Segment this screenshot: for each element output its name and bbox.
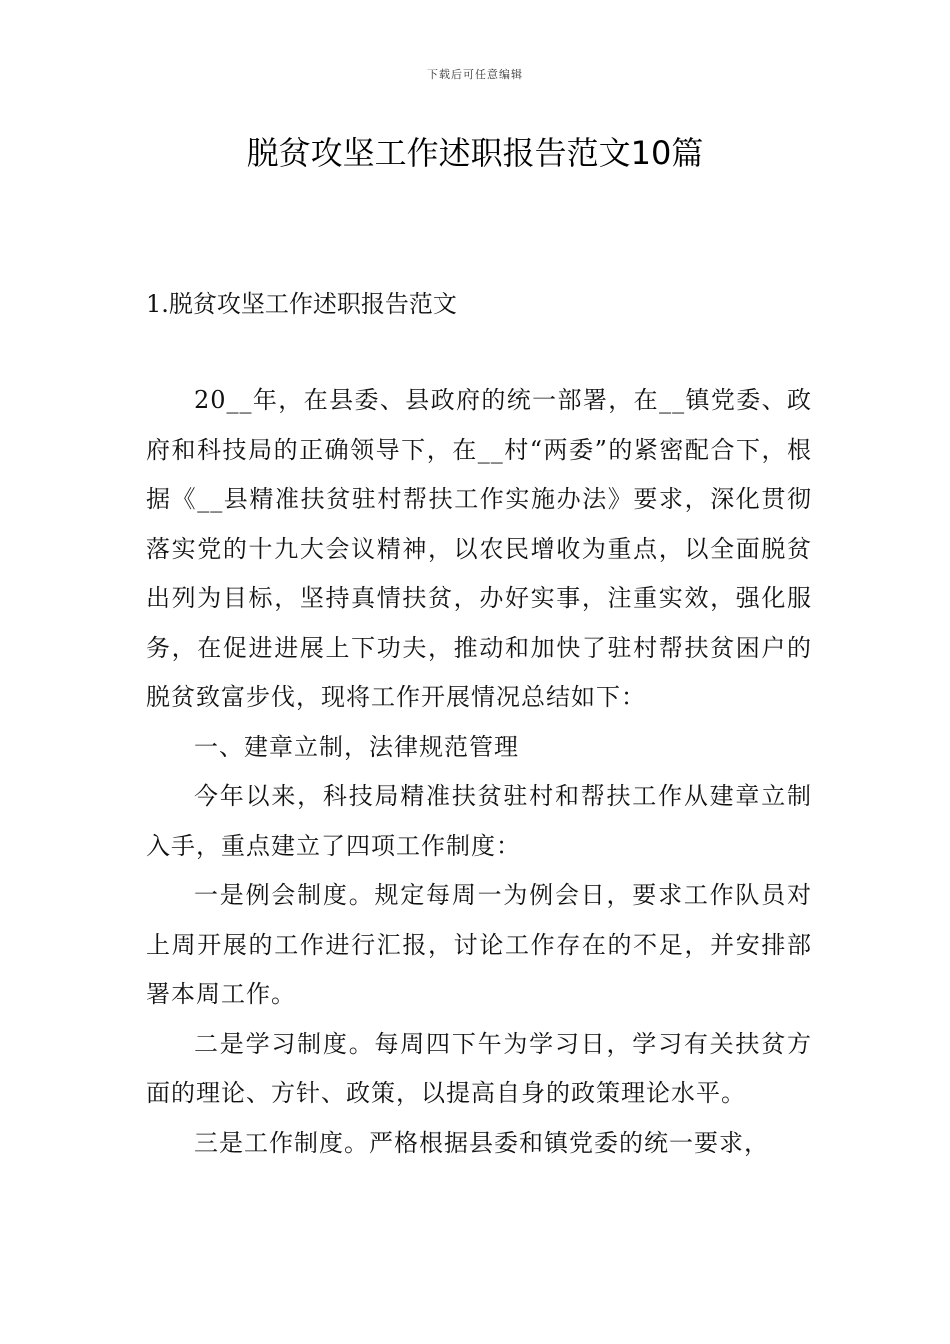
paragraph-meeting-system: 一是例会制度。规定每周一为例会日，要求工作队员对上周开展的工作进行汇报，讨论工作存在的不足，并安排部署本周工作。 — [146, 881, 812, 1008]
section-heading: 1.脱贫攻坚工作述职报告范文 — [146, 290, 457, 318]
document-body — [146, 376, 812, 1168]
header-note: 下载后可任意编辑 — [427, 68, 523, 81]
paragraph-subheading: 一、建章立制，法律规范管理 — [194, 732, 519, 761]
paragraph-system-intro: 今年以来，科技局精准扶贫驻村和帮扶工作从建章立制入手，重点建立了四项工作制度： — [146, 782, 812, 860]
paragraph-work-system: 三是工作制度。严格根据县委和镇党委的统一要求， — [194, 1128, 769, 1157]
document-title: 脱贫攻坚工作述职报告范文10篇 — [246, 134, 704, 172]
paragraph-intro: 20__年，在县委、县政府的统一部署，在__镇党委、政府和科技局的正确领导下，在__村“两委”的紧密配合下，根据《__县精准扶贫驻村帮扶工作实施办法》要求，深化贯彻落实党的十九大会议精神，以农民增收为重点，以全面脱贫出列为目标，坚持真情扶贫，办好实事，注重实效，强化服务，在促进进展上下功夫，推动和加快了驻村帮扶贫困户的脱贫致富步伐，现将工作开展情况总结如下： — [146, 386, 812, 711]
paragraph-study-system: 二是学习制度。每周四下午为学习日，学习有关扶贫方面的理论、方针、政策，以提高自身的政策理论水平。 — [146, 1029, 812, 1107]
